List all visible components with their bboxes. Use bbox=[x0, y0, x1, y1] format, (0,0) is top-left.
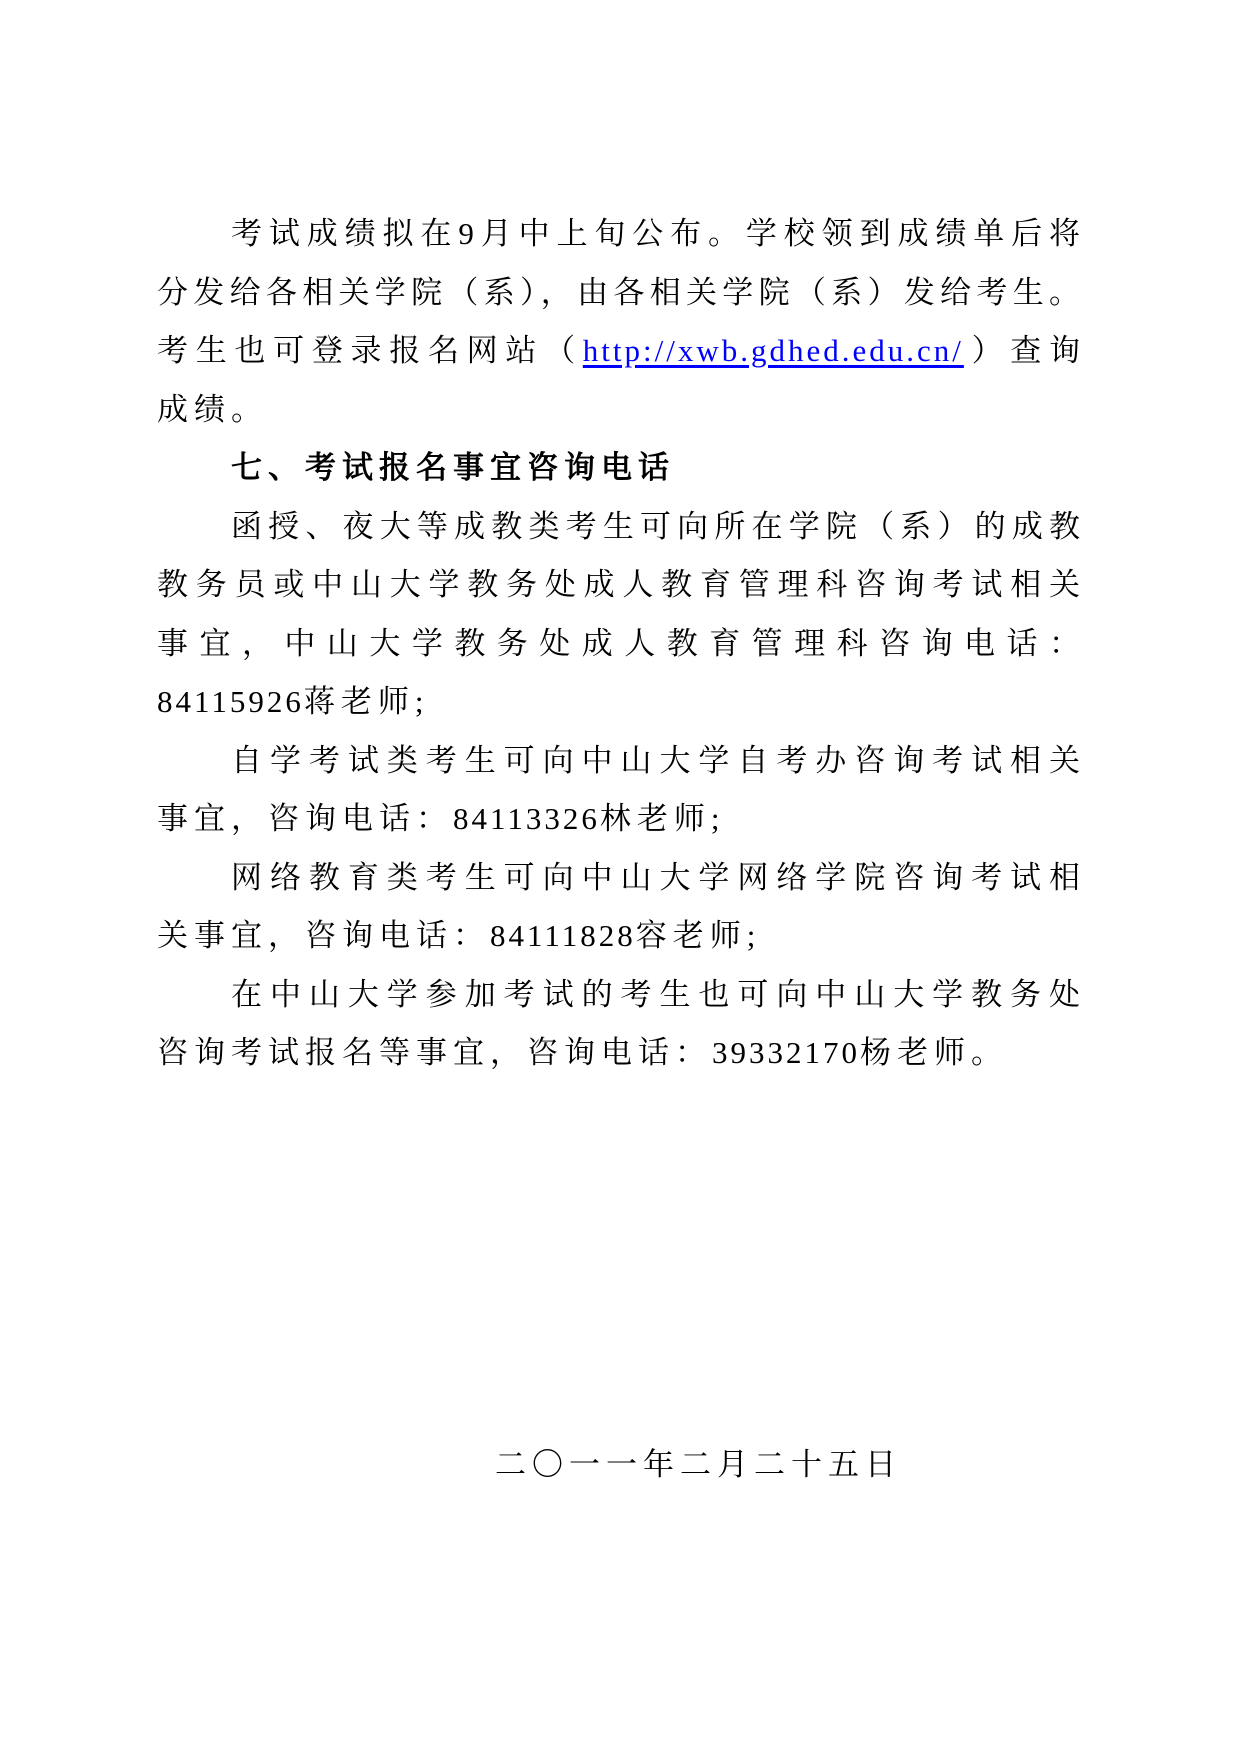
self-study-line-2-prefix: 事宜，咨询电话： bbox=[157, 801, 453, 836]
on-campus-phone-number: 39332170 bbox=[712, 1035, 860, 1070]
on-campus-line-2 bbox=[157, 1024, 1080, 1083]
correspondence-phone-number: 84115926 bbox=[157, 684, 304, 719]
online-phone-number: 84111828 bbox=[490, 918, 636, 953]
section-7-heading: 七、考试报名事宜咨询电话 bbox=[231, 450, 675, 485]
registration-website-link[interactable]: http://xwb.gdhed.edu.cn/ bbox=[582, 333, 964, 368]
online-line-1: 网络教育类考生可向中山大学网络学院咨询考试相 bbox=[231, 859, 1080, 895]
document-date: 二〇一一年二月二十五日 bbox=[495, 1447, 902, 1482]
results-line-4: 成绩。 bbox=[157, 391, 268, 427]
results-line-1: 考试成绩拟在9月中上旬公布。学校领到成绩单后将 bbox=[231, 216, 1080, 251]
results-line-3-before-link: 考生也可登录报名网站（ bbox=[157, 333, 583, 368]
online-line-2-prefix: 关事宜，咨询电话： bbox=[157, 918, 490, 953]
results-line-3-after-link: ）查询 bbox=[963, 333, 1081, 368]
self-study-line-2 bbox=[157, 790, 1080, 849]
correspondence-line-3: 事宜，中山大学教务处成人教育管理科咨询电话： bbox=[157, 625, 1080, 661]
correspondence-line-1: 函授、夜大等成教类考生可向所在学院（系）的成教 bbox=[231, 508, 1080, 544]
results-line-2: 分发给各相关学院（系），由各相关学院（系）发给考生。 bbox=[157, 274, 1080, 310]
correspondence-line-2: 教务员或中山大学教务处成人教育管理科咨询考试相关 bbox=[157, 567, 1080, 602]
online-line-2 bbox=[157, 907, 1080, 966]
self-study-line-1: 自学考试类考生可向中山大学自考办咨询考试相关 bbox=[231, 742, 1080, 778]
self-study-phone-number: 84113326 bbox=[453, 801, 600, 836]
correspondence-line-4 bbox=[157, 673, 1080, 732]
online-contact: 容老师; bbox=[635, 918, 762, 953]
on-campus-line-1: 在中山大学参加考试的考生也可向中山大学教务处 bbox=[231, 976, 1080, 1012]
document-body bbox=[157, 205, 1080, 1083]
self-study-contact: 林老师; bbox=[599, 801, 726, 836]
on-campus-line-2-prefix: 咨询考试报名等事宜，咨询电话： bbox=[157, 1035, 712, 1070]
on-campus-contact: 杨老师。 bbox=[860, 1035, 1008, 1070]
correspondence-contact: 蒋老师; bbox=[303, 684, 430, 719]
results-line-3 bbox=[157, 322, 1080, 381]
